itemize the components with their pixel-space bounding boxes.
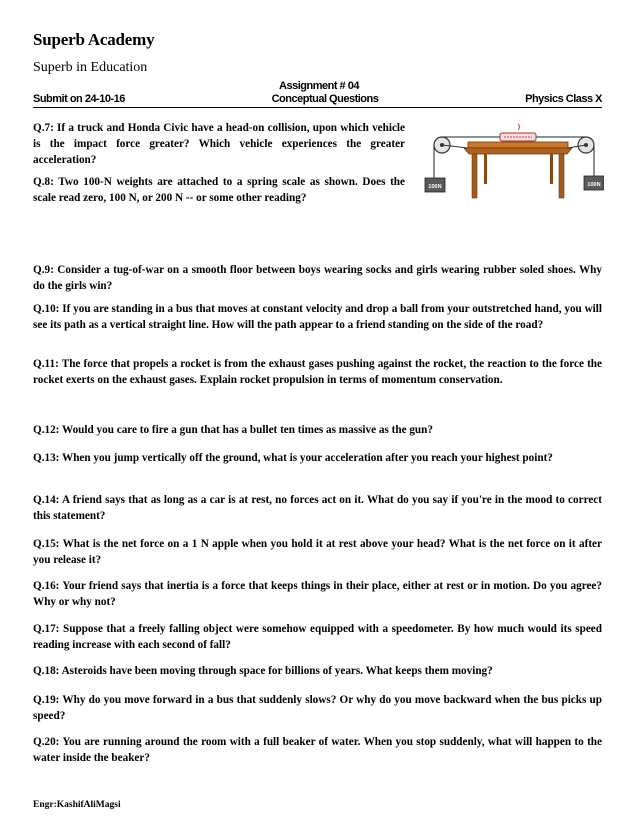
question-9: Q.9: Consider a tug-of-war on a smooth floor between boys wearing socks and girls wearing rubber soled shoes. Why do the girls win? bbox=[33, 264, 602, 292]
question-18: Q.18: Asteroids have been moving through space for billions of years. What keeps them moving? bbox=[33, 665, 493, 677]
question-16: Q.16: Your friend says that inertia is a force that keeps things in their place, either at rest or in motion. Do you agree? Why or why not? bbox=[33, 580, 602, 608]
topic-label: Conceptual Questions bbox=[271, 93, 379, 105]
class-label: Physics Class X bbox=[525, 93, 602, 105]
header-row bbox=[33, 93, 602, 105]
question-10: Q.10: If you are standing in a bus that moves at constant velocity and drop a ball from your outstretched hand, you will see its path as a vertical straight line. How will the path appear to a friend standing on the side of the road? bbox=[33, 303, 602, 331]
assignment-title: Assignment # 04 bbox=[279, 80, 359, 92]
pulley-right bbox=[568, 137, 594, 153]
spring-scale-figure bbox=[424, 118, 604, 202]
pulley-left bbox=[434, 137, 468, 153]
question-15: Q.15: What is the net force on a 1 N apple when you hold it at rest above your head? What is the net force on it after you release it? bbox=[33, 538, 602, 566]
footer-author: Engr:KashifAliMagsi bbox=[33, 800, 121, 810]
question-20: Q.20: You are running around the room with a full beaker of water. When you stop suddenly, what will happen to the water inside the beaker? bbox=[33, 736, 602, 764]
academy-name: Superb Academy bbox=[33, 30, 155, 49]
question-11: Q.11: The force that propels a rocket is from the exhaust gases pushing against the rocket, the reaction to the force the rocket exerts on the exhaust gases. Explain rocket propulsion in terms of momentum conservation. bbox=[33, 358, 602, 386]
question-13: Q.13: When you jump vertically off the ground, what is your acceleration after you reach your highest point? bbox=[33, 452, 553, 464]
weight-right bbox=[584, 176, 604, 190]
question-14: Q.14: A friend says that as long as a car is at rest, no forces act on it. What do you say if you're in the mood to correct this statement? bbox=[33, 494, 602, 522]
header-divider bbox=[33, 107, 602, 108]
weight-left bbox=[425, 178, 445, 192]
question-19: Q.19: Why do you move forward in a bus that suddenly slows? Or why do you move backward when the bus picks up speed? bbox=[33, 694, 602, 722]
table-illustration bbox=[464, 142, 572, 198]
question-7: Q.7: If a truck and Honda Civic have a head-on collision, upon which vehicle is the impact force greater? Which vehicle experiences the greater acceleration? bbox=[33, 122, 405, 166]
question-17: Q.17: Suppose that a freely falling object were somehow equipped with a speedometer. By how much would its speed reading increase with each second of fall? bbox=[33, 623, 602, 651]
spring-scale bbox=[500, 124, 536, 141]
weight-left-label: 100N bbox=[428, 184, 442, 190]
weight-right-label: 100N bbox=[587, 182, 601, 188]
question-12: Q.12: Would you care to fire a gun that has a bullet ten times as massive as the gun? bbox=[33, 424, 433, 436]
academy-tagline: Superb in Education bbox=[33, 60, 148, 75]
question-8: Q.8: Two 100-N weights are attached to a spring scale as shown. Does the scale read zero, 100 N, or 200 N -- or some other reading? bbox=[33, 176, 405, 204]
submit-date: Submit on 24-10-16 bbox=[33, 93, 125, 105]
